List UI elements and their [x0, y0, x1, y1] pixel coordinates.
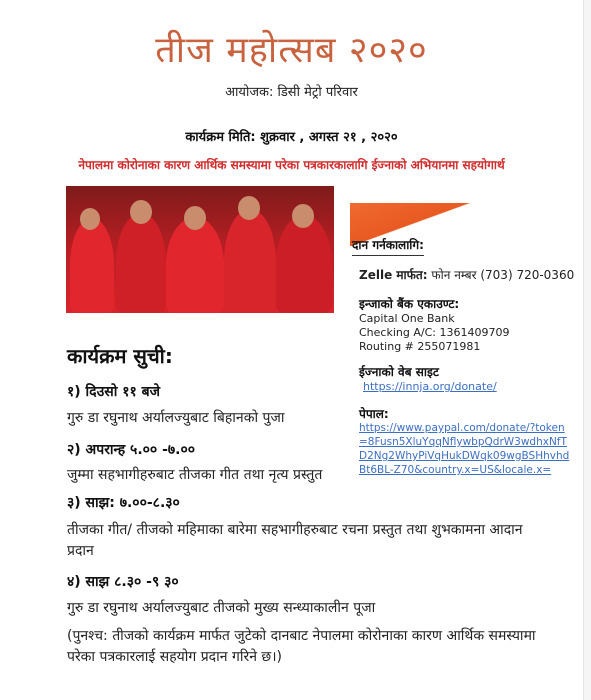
schedule-item-text: गुरु डा रघुनाथ अर्यालज्युबाट तीजको मुख्य सन्ध्याकालीन पूजा — [67, 600, 376, 616]
photo-figure — [70, 218, 114, 313]
photo-figure — [116, 213, 166, 313]
schedule-item-heading: १) दिउसो ११ बजे — [67, 384, 161, 400]
website-heading: ईज्नाको वेब साइट — [359, 365, 439, 379]
photo-figure — [238, 196, 260, 220]
zelle-phone: फोन नम्बर (703) 720-0360 — [431, 268, 575, 282]
paypal-heading: पेपाल: — [359, 407, 389, 421]
donate-heading: दान गर्नकालागि: — [352, 236, 424, 256]
dancers-photo — [66, 186, 334, 313]
photo-figure — [166, 217, 224, 313]
schedule-title: कार्यक्रम सुची: — [67, 344, 173, 368]
photo-figure — [80, 208, 100, 230]
bank-name: Capital One Bank — [359, 312, 455, 325]
photo-figure — [224, 209, 276, 313]
schedule-item-heading: ४) साझ ८.३० -९ ३० — [67, 574, 179, 590]
photo-figure — [184, 206, 206, 230]
event-date: कार्यक्रम मिति: शुक्रवार , अगस्त २१ , २०२० — [185, 130, 398, 145]
zelle-info — [359, 266, 574, 283]
photo-figure — [130, 200, 152, 224]
schedule-item-text: तीजका गीत/ तीजको महिमाका बारेमा सहभागीहरुबाट रचना प्रस्तुत तथा शुभकामना आदान प्रदान — [67, 522, 523, 559]
event-tagline: नेपालमा कोरोनाका कारण आर्थिक समस्यामा परेका पत्रकारकालागि ईज्नाको अभियानमा सहयोगार्थ — [78, 158, 505, 172]
organizer-line: आयोजक: डिसी मेट्रो परिवार — [225, 85, 358, 100]
bank-heading: इन्जाको बैंक एकाउण्ट: — [359, 297, 460, 311]
schedule-item-heading: ३) साझ: ७.००-८.३० — [67, 495, 180, 511]
zelle-label: Zelle मार्फत: — [359, 268, 428, 282]
photo-figure — [276, 215, 332, 313]
bank-checking: Checking A/C: 1361409709 — [359, 326, 510, 339]
website-link[interactable]: https://innja.org/donate/ — [363, 380, 497, 393]
paypal-link[interactable]: https://www.paypal.com/donate/?token=8Fusn5XluYqqNflywbpQdrW3wdhxNfTD2Ng2WhyPiVqHukDWqk09wgBSHhvhdBt6BL-Z70&country.x=US&locale.x= — [359, 422, 570, 476]
event-title: तीज महोत्सब २०२० — [155, 30, 428, 71]
schedule-item-text: जुम्मा सहभागीहरुबाट तीजका गीत तथा नृत्य प्रस्तुत — [67, 467, 323, 483]
schedule-item-heading: २) अपरान्ह ५.०० -७.०० — [67, 442, 196, 458]
bank-routing: Routing # 255071981 — [359, 340, 481, 353]
photo-figure — [292, 204, 314, 228]
schedule-item-text: गुरु डा रघुनाथ अर्यालज्युबाट बिहानको पुजा — [67, 410, 285, 426]
schedule-note: (पुनश्च: तीजको कार्यक्रम मार्फत जुटेको दानबाट नेपालमा कोरोनाका कारण आर्थिक समस्यामा परेका पत्रकारलाई सहयोग प्रदान गरिने छ।) — [67, 628, 536, 665]
